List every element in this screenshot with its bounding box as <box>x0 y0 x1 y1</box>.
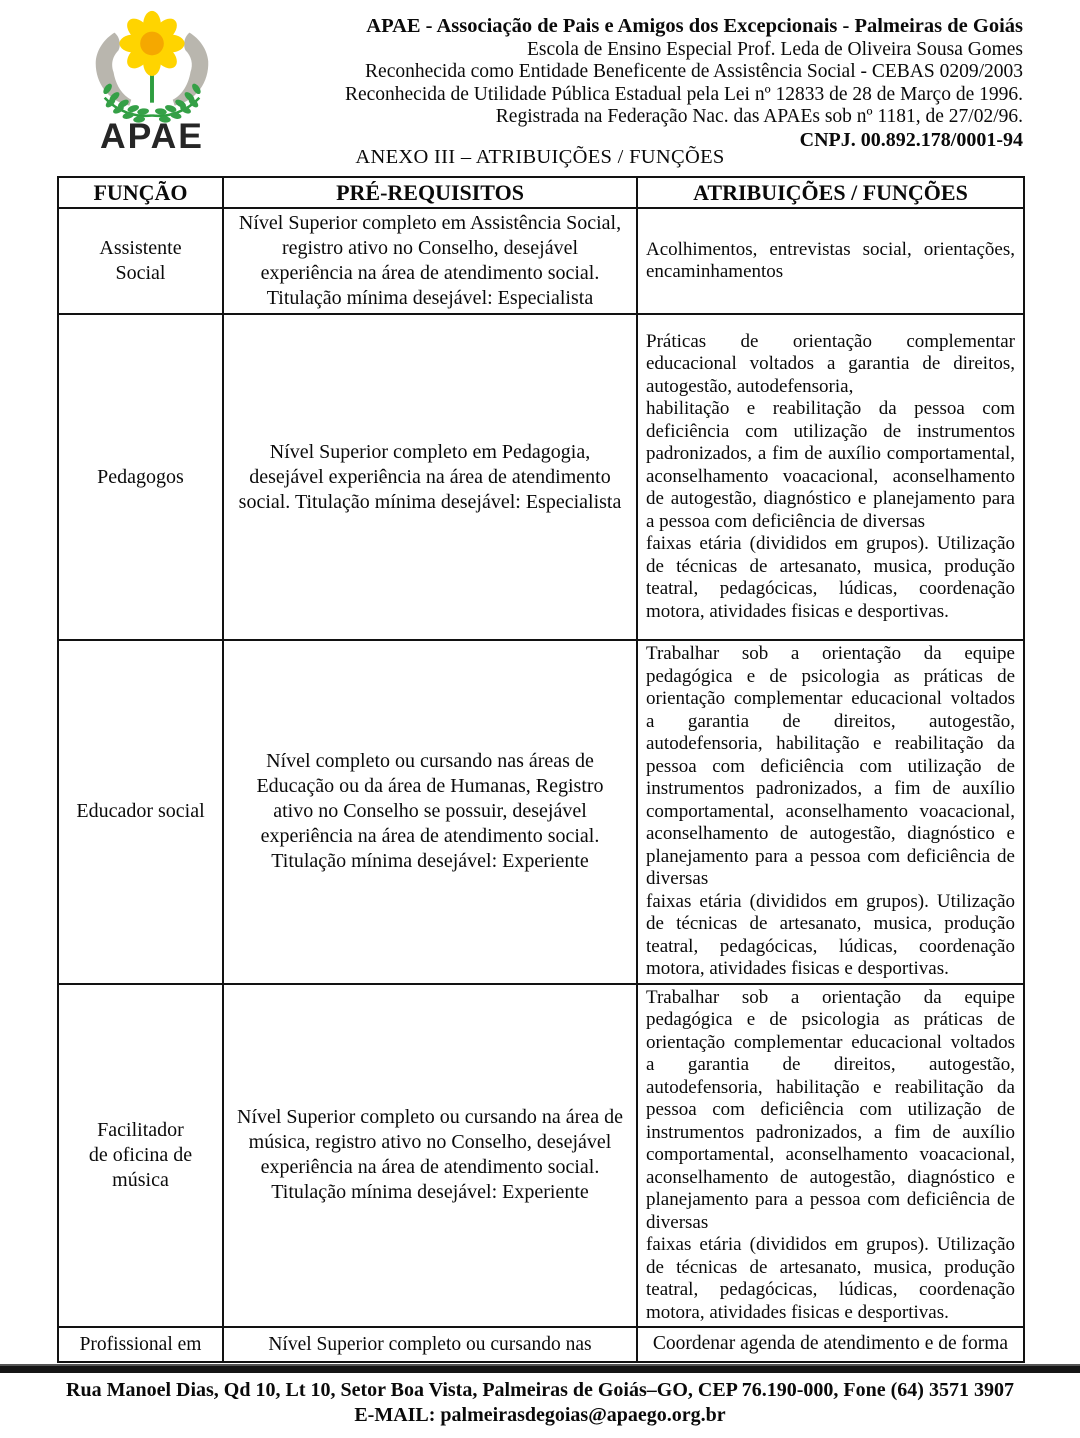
org-name: APAE - Associação de Pais e Amigos dos Excepcionais - Palmeiras de Goiás <box>366 15 1023 37</box>
table-row <box>58 314 1024 640</box>
apae-logo <box>68 6 236 152</box>
org-school: Escola de Ensino Especial Prof. Leda de Oliveira Sousa Gomes <box>526 38 1023 60</box>
table-header-row <box>58 177 1024 208</box>
column-header-pre-requisitos: PRÉ-REQUISITOS <box>223 177 637 208</box>
table-row <box>58 208 1024 314</box>
cell-pre-requisitos: Nível Superior completo em Assistência Social, registro ativo no Conselho, desejável experiência na área de atendimento social. Titulação mínima desejável: Especialista <box>223 208 637 314</box>
cell-pre-requisitos: Nível Superior completo em Pedagogia, desejável experiência na área de atendimento social. Titulação mínima desejável: Especialista <box>223 314 637 640</box>
table-row <box>58 1327 1024 1362</box>
logo-wordmark: APAE <box>100 116 204 152</box>
org-cnpj: CNPJ. 00.892.178/0001-94 <box>799 128 1023 151</box>
table-row <box>58 984 1024 1328</box>
cell-atribuicoes: Práticas de orientação complementar educacional voltados a garantia de direitos, autogestão, autodefensoria, habilitação e reabilitação da pessoa com deficiência com utilização de instrumentos padronizados, a fim de auxílio comportamental, aconselhamento voacacional, aconselhamento de autogestão, diagnóstico e planejamento para a pessoa com deficiência de diversas faixas etária (divididos em grupos). Utilização de técnicas de artesanato, musica, produção teatral, pedagócicas, lúdicas, coordenação motora, atividades fisicas e desportivas. <box>637 314 1024 640</box>
org-federacao: Registrada na Federação Nac. das APAEs sob nº 1181, de 27/02/96. <box>495 106 1023 127</box>
footer-divider <box>0 1364 1080 1373</box>
attributions-table <box>57 176 1025 1363</box>
cell-atribuicoes: Coordenar agenda de atendimento e de forma <box>637 1327 1024 1362</box>
cell-atribuicoes: Acolhimentos, entrevistas social, orientações, encaminhamentos <box>637 208 1024 314</box>
cell-atribuicoes: Trabalhar sob a orientação da equipe pedagógica e de psicologia as práticas de orientação complementar educacional voltados a garantia de direitos, autogestão, autodefensoria, habilitação e reabilitação da pessoa com deficiência com utilização de instrumentos padronizados, a fim de auxílio comportamental, aconselhamento voacacional, aconselhamento de autogestão, diagnóstico e planejamento para a pessoa com deficiência de diversas faixas etária (divididos em grupos). Utilização de técnicas de artesanato, musica, produção teatral, pedagócicas, lúdicas, coordenação motora, atividades fisicas e desportivas. <box>637 984 1024 1328</box>
cell-pre-requisitos: Nível completo ou cursando nas áreas de Educação ou da área de Humanas, Registro ativo no Conselho se possuir, desejável experiência na área de atendimento social. Titulação mínima desejável: Experiente <box>223 640 637 984</box>
cell-funcao: Facilitador de oficina de música <box>58 984 223 1328</box>
column-header-funcao: FUNÇÃO <box>58 177 223 208</box>
cell-funcao: Educador social <box>58 640 223 984</box>
cell-pre-requisitos: Nível Superior completo ou cursando na área de música, registro ativo no Conselho, desejável experiência na área de atendimento social. Titulação mínima desejável: Experiente <box>223 984 637 1328</box>
org-utilidade: Reconhecida de Utilidade Pública Estadual pela Lei nº 12833 de 28 de Março de 1996. <box>344 83 1023 105</box>
cell-funcao: Profissional em <box>58 1327 223 1362</box>
page-title: ANEXO III – ATRIBUIÇÕES / FUNÇÕES <box>355 146 725 168</box>
cell-funcao: Assistente Social <box>58 208 223 314</box>
org-cebas: Reconhecida como Entidade Beneficente de Assistência Social - CEBAS 0209/2003 <box>365 61 1023 82</box>
footer-email: E-MAIL: palmeirasdegoias@apaego.org.br <box>354 1404 726 1426</box>
footer-address: Rua Manoel Dias, Qd 10, Lt 10, Setor Boa Vista, Palmeiras de Goiás–GO, CEP 76.190-000, Fone (64) 3571 3907 <box>66 1379 1014 1401</box>
flower-icon <box>119 11 184 103</box>
letterhead <box>233 15 1023 151</box>
column-header-atribuicoes: ATRIBUIÇÕES / FUNÇÕES <box>637 177 1024 208</box>
table-row <box>58 640 1024 984</box>
cell-pre-requisitos: Nível Superior completo ou cursando nas <box>223 1327 637 1362</box>
cell-atribuicoes: Trabalhar sob a orientação da equipe pedagógica e de psicologia as práticas de orientação complementar educacional voltados a garantia de direitos, autogestão, autodefensoria, habilitação e reabilitação da pessoa com deficiência com utilização de instrumentos padronizados, a fim de auxílio comportamental, aconselhamento voacacional, aconselhamento de autogestão, diagnóstico e planejamento para a pessoa com deficiência de diversas faixas etária (divididos em grupos). Utilização de técnicas de artesanato, musica, produção teatral, pedagócicas, lúdicas, coordenação motora, atividades fisicas e desportivas. <box>637 640 1024 984</box>
cell-funcao: Pedagogos <box>58 314 223 640</box>
